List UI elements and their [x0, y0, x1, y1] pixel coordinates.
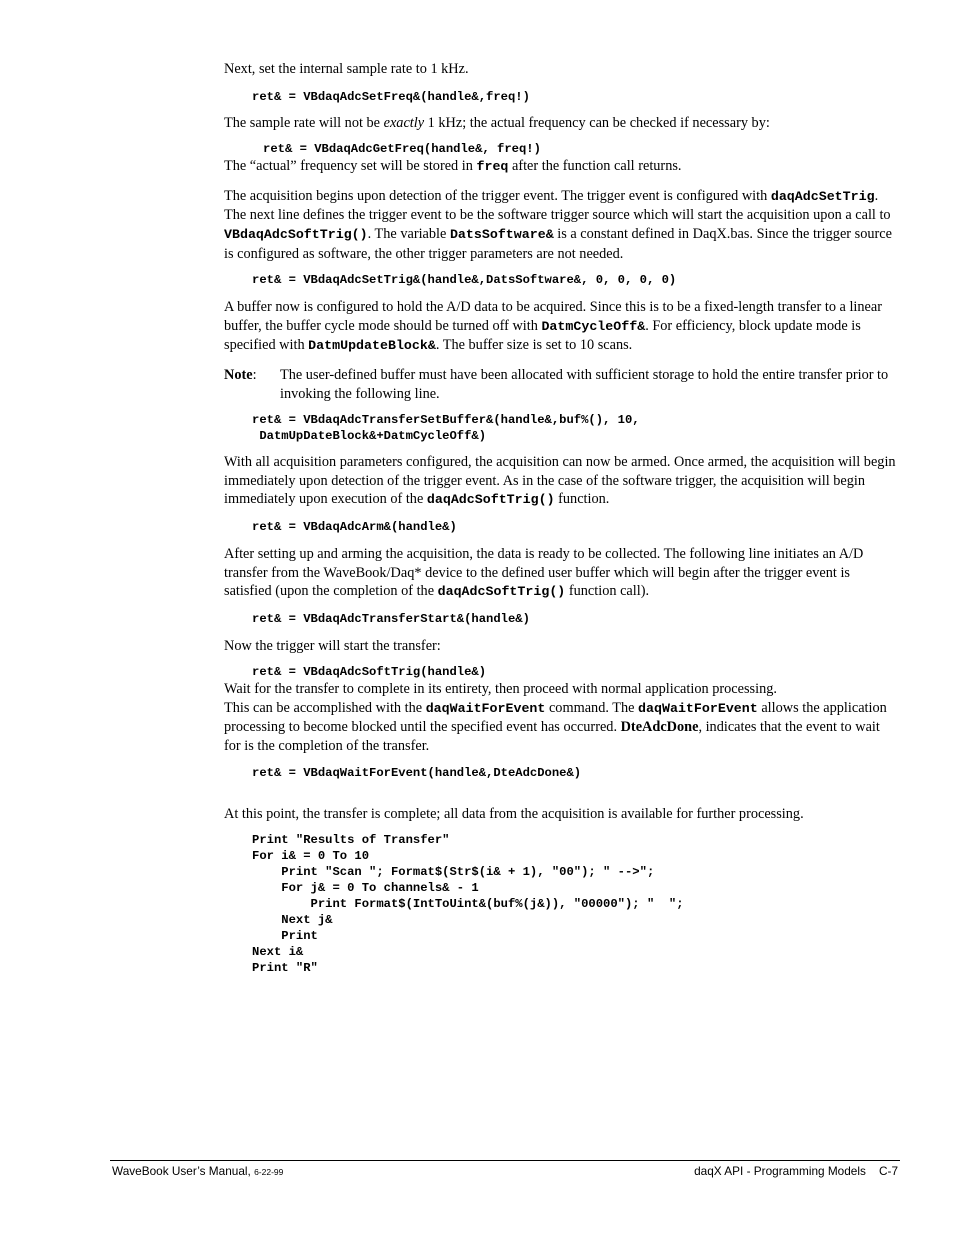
text: . The next line defines the trigger event to be the software trigger source which will start the acquisition upon a call to [224, 187, 891, 224]
code-line: ret& = VBdaqAdcSoftTrig(handle&) [252, 665, 487, 680]
emphasis-text: exactly [383, 114, 425, 131]
code-line: Print "Results of Transfer" [252, 833, 450, 848]
inline-code: daqAdcSetTrig [770, 188, 875, 204]
text: is a constant defined in DaqX.bas. Since the trigger source is configured as software, the other trigger parameters are not needed. [224, 225, 892, 262]
code-line: DatmUpDateBlock&+DatmCycleOff&) [252, 429, 487, 444]
paragraph [224, 453, 899, 510]
page-body [224, 58, 899, 976]
inline-code: daqAdcSoftTrig() [426, 492, 555, 508]
paragraph: Wait for the transfer to complete in its entirety, then proceed with normal application processing. [224, 681, 777, 698]
code-line: For j& = 0 To channels& - 1 [252, 881, 479, 896]
text: The acquisition begins upon detection of the trigger event. The trigger event is configured with [224, 187, 771, 204]
code-line: Print Format$(IntToUint&(buf%(j&)), "00000"); " "; [252, 897, 684, 912]
code-line: Next i& [252, 945, 304, 960]
text: The sample rate will not be [224, 114, 384, 131]
text: command. The [545, 699, 639, 716]
paragraph [224, 157, 899, 177]
inline-code: daqWaitForEvent [638, 700, 758, 716]
note-colon: : [252, 366, 257, 383]
paragraph [224, 545, 899, 602]
inline-code: DatmUpdateBlock& [308, 338, 436, 354]
text: A buffer now is configured to hold the A/D data to be acquired. Since this is to be a fixed-length transfer to a linear buffer, the buffer cycle mode should be turned off with [224, 299, 883, 334]
code-line: ret& = VBdaqWaitForEvent(handle&,DteAdcDone&) [252, 765, 582, 780]
text: after the function call returns. [508, 158, 682, 175]
text: With all acquisition parameters configured, the acquisition can now be armed. Once armed, the acquisition will begin immediately upon detection of the trigger event. As in the case of the software trigger, the acquisition will begin immediately upon execution of the [224, 454, 896, 508]
paragraph [224, 187, 899, 263]
inline-code: daqWaitForEvent [425, 700, 546, 716]
paragraph [224, 699, 899, 756]
code-block-buffer [224, 412, 899, 444]
text: function. [554, 491, 610, 508]
footer-right: daqX API - Programming Models C-7 [694, 1164, 898, 1178]
footer-left [112, 1164, 283, 1178]
inline-code: DatmCycleOff& [541, 318, 646, 334]
footer-divider [110, 1160, 900, 1161]
inline-code: VBdaqAdcSoftTrig() [224, 226, 368, 242]
paragraph: Now the trigger will start the transfer: [224, 637, 441, 654]
text: function call). [565, 583, 650, 600]
text: . The variable [367, 225, 450, 242]
text: allows the application processing to become blocked until the specified event has occurred. [224, 699, 887, 736]
code-line: ret& = VBdaqAdcSetTrig&(handle&,DatsSoftware&, 0, 0, 0, 0) [252, 273, 677, 288]
code-line: For i& = 0 To 10 [252, 849, 370, 864]
note-label-text: Note [224, 366, 253, 383]
code-line: Next j& [252, 913, 333, 928]
inline-code: freq [476, 159, 509, 175]
manual-title: WaveBook User’s Manual, [112, 1164, 255, 1178]
paragraph: Next, set the internal sample rate to 1 kHz. [224, 61, 469, 77]
text: After setting up and arming the acquisition, the data is ready to be collected. The following line initiates an A/D transfer from the WaveBook/Daq* device to the defined user buffer which will begin after the trigger event is satisfied (upon the completion of the [224, 545, 864, 600]
code-line: ret& = VBdaqAdcTransferStart&(handle&) [252, 611, 530, 626]
paragraph: At this point, the transfer is complete; all data from the acquisition is available for further processing. [224, 805, 804, 822]
paragraph [224, 114, 899, 133]
code-line: ret& = VBdaqAdcTransferSetBuffer&(handle&,buf%(), 10, [252, 413, 640, 428]
code-line: ret& = VBdaqAdcGetFreq(handle&, freq!) [263, 142, 541, 157]
paragraph [224, 298, 899, 356]
text: . For efficiency, block update mode is specified with [224, 317, 861, 354]
manual-date: 6-22-99 [254, 1167, 284, 1177]
code-line: Print "Scan "; Format$(Str$(i& + 1), "00"); " -->"; [252, 865, 655, 880]
note-text: The user-defined buffer must have been allocated with sufficient storage to hold the entire transfer prior to invoking the following line. [280, 366, 889, 402]
bold-text: DteAdcDone [620, 719, 699, 736]
text: , indicates that the event to wait for is the completion of the transfer. [224, 719, 880, 755]
text: This can be accomplished with the [224, 699, 426, 716]
code-line: Print "R" [252, 961, 318, 976]
inline-code: DatsSoftware& [449, 226, 554, 242]
note-label [224, 366, 280, 403]
inline-code: daqAdcSoftTrig() [437, 584, 566, 600]
code-line: ret& = VBdaqAdcSetFreq&(handle&,freq!) [252, 89, 530, 104]
note-block [224, 366, 899, 403]
text: The “actual” frequency set will be stored in [224, 158, 477, 175]
text: . The buffer size is set to 10 scans. [435, 337, 633, 354]
code-block-print-results [224, 832, 899, 976]
text: 1 kHz; the actual frequency can be checked if necessary by: [424, 114, 770, 131]
code-line: ret& = VBdaqAdcArm&(handle&) [252, 519, 457, 534]
code-line: Print [252, 929, 318, 944]
